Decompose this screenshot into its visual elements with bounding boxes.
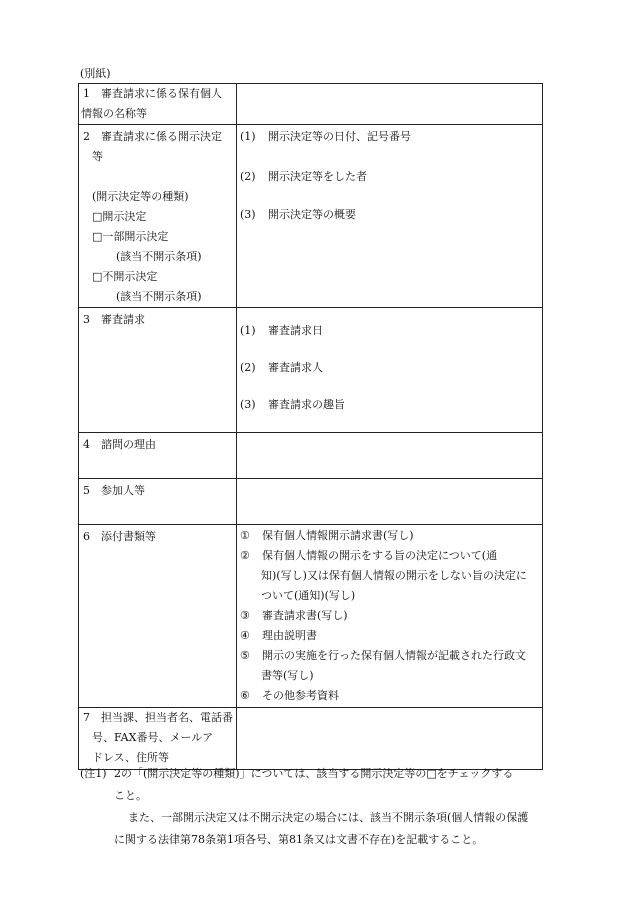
row-7-label-line1: 担当課、担当者名、電話番	[101, 711, 233, 724]
row-1-label	[79, 84, 237, 125]
row-3-item-2-text: 審査請求人	[268, 361, 323, 374]
partial-nondisclosure-clause: (該当不開示条項)	[116, 250, 202, 263]
row-2-item-1-number: (1)	[240, 130, 256, 143]
row-4	[79, 433, 543, 479]
row-3-label	[79, 308, 237, 433]
decision-kind-heading: (開示決定等の種類)	[92, 190, 189, 203]
row-7	[79, 708, 543, 770]
row-7-value	[237, 708, 543, 770]
row-2-item-3-number: (3)	[240, 208, 256, 221]
row-2-label-line1: 審査請求に係る開示決定	[101, 130, 222, 143]
row-3-item-2-number: (2)	[240, 361, 256, 374]
row-6-value	[237, 525, 543, 708]
attachment-6-text: その他参考資料	[262, 689, 339, 702]
attachment-4-number: ④	[240, 629, 250, 642]
note-line3: また、一部開示決定又は不開示決定の場合には、該当不開示条項(個人情報の保護	[128, 811, 529, 824]
attachment-6-number: ⑥	[240, 689, 250, 702]
checkbox-nondisclosure[interactable]: □不開示決定	[92, 270, 158, 283]
row-1-value	[237, 84, 543, 125]
row-2-label-line2: 等	[92, 150, 103, 163]
attachment-2-text-line1: 保有個人情報の開示をする旨の決定について(通	[262, 549, 498, 562]
attachment-2-text-line2: 知)(写し)又は保有個人情報の開示をしない旨の決定に	[261, 569, 527, 582]
attachment-5-text-line1: 開示の実施を行った保有個人情報が記載された行政文	[262, 649, 526, 662]
row-5	[79, 479, 543, 525]
nondisclosure-clause: (該当不開示条項)	[116, 290, 202, 303]
attachment-1-number: ①	[240, 529, 250, 542]
note-line2: こと。	[114, 789, 147, 802]
row-2-item-1-text: 開示決定等の日付、記号番号	[268, 130, 411, 143]
row-2-number: 2	[83, 130, 90, 143]
row-6-label	[79, 525, 237, 708]
row-5-number: 5	[83, 484, 90, 497]
notes	[80, 763, 550, 851]
row-4-label	[79, 433, 237, 479]
checkbox-partial-disclosure[interactable]: □一部開示決定	[92, 230, 169, 243]
row-6-label-text: 添付書類等	[101, 530, 156, 543]
row-7-label	[79, 708, 237, 770]
row-7-number: 7	[83, 711, 90, 724]
attachment-3-text: 審査請求書(写し)	[262, 609, 348, 622]
row-3-item-3-text: 審査請求の趣旨	[268, 398, 345, 411]
row-2-item-3-text: 開示決定等の概要	[268, 208, 356, 221]
note-line1: 2の「(開示決定等の種類)」については、該当する開示決定等の□をチェックする	[114, 767, 514, 780]
attachment-5-number: ⑤	[240, 649, 250, 662]
row-3-label-text: 審査請求	[101, 313, 145, 326]
row-1-number: 1	[83, 87, 90, 100]
attachment-5-text-line2: 書等(写し)	[261, 669, 314, 682]
attachment-3-number: ③	[240, 609, 250, 622]
attachment-label: (別紙)	[80, 67, 111, 80]
checkbox-disclosure[interactable]: □開示決定	[92, 210, 147, 223]
row-6-number: 6	[83, 530, 90, 543]
row-1	[79, 84, 543, 125]
row-3-item-1-text: 審査請求日	[268, 324, 323, 337]
note-line4: に関する法律第78条第1項各号、第81条又は文書不存在)を記載すること。	[114, 833, 484, 846]
row-3-item-1-number: (1)	[240, 324, 256, 337]
row-2-label	[79, 125, 237, 308]
row-3-value	[237, 308, 543, 433]
attachment-2-text-line3: ついて(通知)(写し)	[261, 589, 356, 602]
row-5-label	[79, 479, 237, 525]
row-6	[79, 525, 543, 708]
row-7-label-line3: ドレス、住所等	[92, 751, 169, 764]
form-table	[78, 83, 543, 770]
row-4-number: 4	[83, 438, 90, 451]
row-4-value	[237, 433, 543, 479]
attachment-4-text: 理由説明書	[262, 629, 317, 642]
row-2-value	[237, 125, 543, 308]
row-5-label-text: 参加人等	[101, 484, 145, 497]
attachment-1-text: 保有個人情報開示請求書(写し)	[262, 529, 414, 542]
note-label: (注1)	[80, 767, 107, 780]
row-2-item-2-number: (2)	[240, 170, 256, 183]
row-1-label-line2: 情報の名称等	[81, 107, 147, 120]
attachment-2-number: ②	[240, 549, 250, 562]
row-1-label-line1: 審査請求に係る保有個人	[101, 87, 222, 100]
row-3-item-3-number: (3)	[240, 398, 256, 411]
row-3-number: 3	[83, 313, 90, 326]
row-7-label-line2: 号、FAX番号、メールア	[92, 731, 214, 744]
row-2	[79, 125, 543, 308]
row-3	[79, 308, 543, 433]
row-5-value	[237, 479, 543, 525]
row-2-item-2-text: 開示決定等をした者	[268, 170, 367, 183]
row-4-label-text: 諮問の理由	[101, 438, 156, 451]
